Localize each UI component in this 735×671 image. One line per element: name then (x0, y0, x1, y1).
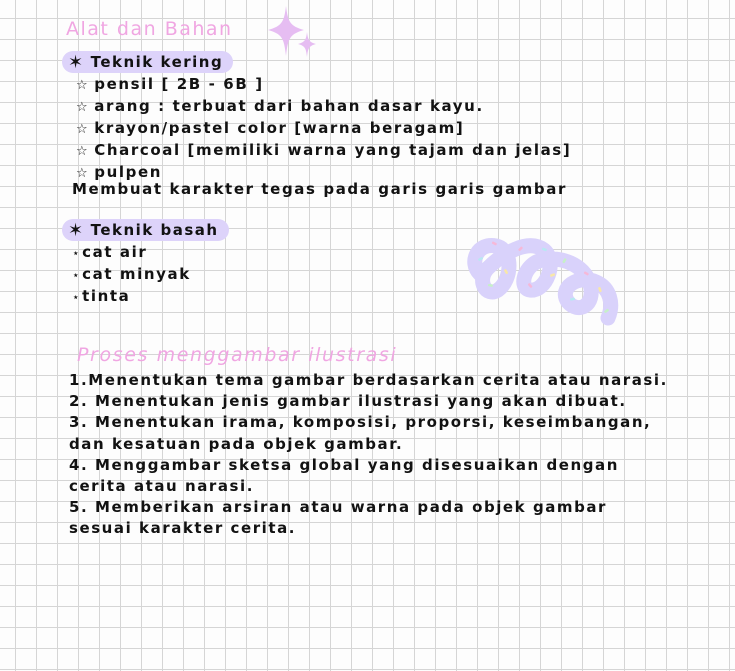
wet-technique-pill (62, 219, 229, 241)
list-item: ☆ pensil [ 2B - 6B ] (76, 75, 264, 93)
process-step-5: 5. Memberikan arsiran atau warna pada objek gambar sesuai karakter cerita. (69, 498, 608, 538)
process-steps (69, 370, 669, 540)
dry-summary: Membuat karakter tegas pada garis garis gambar (72, 180, 567, 198)
six-point-star-icon: ✶ (68, 220, 85, 241)
outline-star-icon: ☆ (76, 166, 90, 181)
dry-materials-list (76, 74, 571, 184)
dry-technique-title: Teknik kering (90, 53, 224, 71)
list-item: ⋆cat minyak (72, 265, 191, 283)
wet-technique-title: Teknik basah (90, 221, 219, 239)
outline-star-icon: ☆ (76, 100, 90, 115)
six-point-star-icon: ✶ (68, 52, 85, 73)
outline-star-icon: ☆ (76, 78, 90, 93)
process-step-2: 2. Menentukan jenis gambar ilustrasi yang akan dibuat. (69, 392, 627, 411)
wet-materials-list (72, 242, 191, 308)
list-item: ⋆tinta (72, 287, 131, 305)
list-item: ☆ pulpen (76, 163, 163, 181)
dry-technique-pill (62, 51, 233, 73)
process-step-1: 1.Menentukan tema gambar berdasarkan cerita atau narasi. (69, 371, 668, 389)
outline-star-icon: ☆ (76, 144, 90, 159)
squiggle-decoration-icon (458, 218, 628, 333)
list-item: ☆ arang : terbuat dari bahan dasar kayu. (76, 97, 484, 115)
sparkle-icon (266, 4, 326, 64)
list-item: ☆ Charcoal [memiliki warna yang tajam dan jelas] (76, 141, 572, 159)
list-item: ☆ krayon/pastel color [warna beragam] (76, 119, 465, 137)
outline-star-icon: ☆ (76, 122, 90, 137)
small-star-icon: ⋆ (72, 246, 82, 260)
process-step-4: 4. Menggambar sketsa global yang disesuaikan dengan cerita atau narasi. (69, 455, 619, 496)
process-heading: Proses menggambar ilustrasi (77, 344, 398, 366)
process-step-3: 3. Menentukan irama, komposisi, proporsi, keseimbangan, dan kesatuan pada objek gambar. (69, 413, 652, 453)
list-item: ⋆cat air (72, 243, 148, 261)
small-star-icon: ⋆ (72, 290, 82, 304)
page-heading: Alat dan Bahan (66, 18, 233, 40)
small-star-icon: ⋆ (72, 268, 82, 282)
